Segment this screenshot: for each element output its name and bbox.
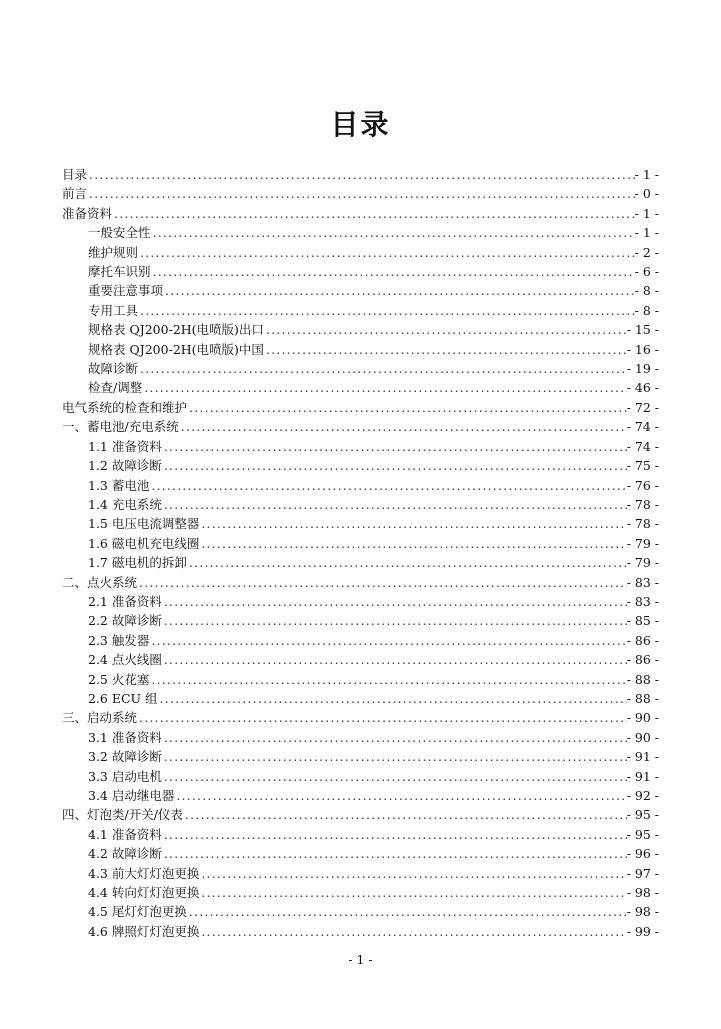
toc-entry-title: 2.1 准备资料 (88, 593, 162, 609)
toc-entry-page: - 0 - (634, 186, 659, 202)
toc-leader-dots (162, 456, 627, 475)
toc-entry[interactable] (62, 689, 659, 708)
toc-entry-page: - 75 - (626, 458, 659, 474)
toc-leader-dots (162, 825, 627, 844)
toc-entry-title: 1.3 蓄电池 (88, 477, 150, 493)
toc-entry-title: 1.1 准备资料 (88, 438, 162, 454)
toc-entry-title: 电气系统的检查和维护 (62, 399, 188, 415)
toc-leader-dots (137, 573, 627, 592)
toc-leader-dots (162, 495, 627, 514)
toc-entry[interactable] (62, 922, 659, 941)
toc-entry-page: - 74 - (626, 438, 659, 454)
toc-entry-title: 2.6 ECU 组 (88, 690, 158, 706)
toc-entry-title: 前言 (62, 186, 88, 202)
toc-entry[interactable] (62, 902, 659, 921)
toc-entry[interactable] (62, 767, 659, 786)
toc-entry-page: - 74 - (626, 419, 659, 435)
toc-entry-page: - 2 - (634, 244, 659, 260)
toc-entry-page: - 88 - (626, 690, 659, 706)
toc-leader-dots (137, 708, 627, 727)
toc-entry[interactable] (62, 747, 659, 766)
toc-entry-page: - 90 - (626, 710, 659, 726)
toc-entry-title: 3.2 故障诊断 (88, 749, 162, 765)
toc-leader-dots (264, 340, 627, 359)
toc-entry-title: 2.2 故障诊断 (88, 613, 162, 629)
toc-leader-dots (199, 864, 626, 883)
toc-leader-dots (199, 534, 626, 553)
toc-leader-dots (199, 514, 626, 533)
toc-entry[interactable] (62, 223, 659, 242)
toc-entry-title: 摩托车识别 (88, 264, 151, 280)
toc-entry[interactable] (62, 243, 659, 262)
toc-entry-page: - 1 - (634, 225, 659, 241)
toc-leader-dots (149, 631, 626, 650)
toc-entry-title: 二、点火系统 (62, 574, 138, 590)
toc-leader-dots (138, 301, 635, 320)
toc-entry-title: 一、蓄电池/充电系统 (62, 419, 179, 435)
toc-entry[interactable] (62, 553, 659, 572)
toc-leader-dots (162, 437, 627, 456)
toc-entry[interactable] (62, 534, 659, 553)
toc-entry-title: 一般安全性 (88, 225, 151, 241)
toc-leader-dots (138, 243, 635, 262)
toc-entry[interactable] (62, 301, 659, 320)
toc-entry-page: - 6 - (634, 264, 659, 280)
toc-entry-title: 2.3 触发器 (88, 632, 150, 648)
toc-leader-dots (174, 786, 626, 805)
toc-entry-title: 4.6 牌照灯灯泡更换 (88, 923, 200, 939)
toc-leader-dots (162, 611, 627, 630)
toc-entry-title: 4.3 前大灯灯泡更换 (88, 865, 200, 881)
toc-entry[interactable] (62, 456, 659, 475)
toc-entry-title: 专用工具 (88, 302, 139, 318)
toc-entry-title: 1.4 充电系统 (88, 496, 162, 512)
toc-entry-page: - 86 - (626, 652, 659, 668)
toc-leader-dots (264, 320, 627, 339)
toc-entry-title: 1.5 电压电流调整器 (88, 516, 200, 532)
toc-entry-title: 目录 (62, 167, 88, 182)
toc-entry[interactable] (62, 437, 659, 456)
toc-leader-dots (162, 844, 627, 863)
toc-leader-dots (158, 689, 627, 708)
toc-entry-page: - 76 - (626, 477, 659, 493)
toc-leader-dots (199, 922, 626, 941)
toc-leader-dots (162, 650, 627, 669)
toc-entry-title: 准备资料 (62, 205, 113, 221)
toc-entry-page: - 15 - (626, 322, 659, 338)
table-of-contents (62, 165, 659, 941)
toc-leader-dots (199, 883, 626, 902)
toc-leader-dots (87, 184, 635, 203)
toc-leader-dots (163, 281, 635, 300)
toc-entry[interactable] (62, 184, 659, 203)
toc-entry-page: - 46 - (626, 380, 659, 396)
toc-entry-page: - 16 - (626, 341, 659, 357)
toc-leader-dots (179, 417, 627, 436)
toc-entry-page: - 19 - (626, 361, 659, 377)
toc-entry-page: - 8 - (634, 283, 659, 299)
toc-entry-title: 4.5 尾灯灯泡更换 (88, 904, 187, 920)
toc-entry-page: - 1 - (634, 167, 659, 182)
toc-entry-title: 4.1 准备资料 (88, 826, 162, 842)
toc-entry-page: - 8 - (634, 302, 659, 318)
toc-entry-title: 规格表 QJ200-2H(电喷版)中国 (88, 341, 264, 357)
toc-entry-page: - 83 - (626, 574, 659, 590)
toc-leader-dots (162, 592, 627, 611)
toc-leader-dots (149, 476, 626, 495)
toc-entry[interactable] (62, 864, 659, 883)
toc-entry-title: 4.4 转向灯灯泡更换 (88, 885, 200, 901)
toc-entry[interactable] (62, 281, 659, 300)
toc-entry-title: 2.5 火花塞 (88, 671, 150, 687)
toc-entry-title: 三、启动系统 (62, 710, 138, 726)
toc-leader-dots (162, 767, 627, 786)
toc-entry[interactable] (62, 805, 659, 824)
toc-entry-title: 3.3 启动电机 (88, 768, 162, 784)
toc-entry-title: 故障诊断 (88, 361, 139, 377)
toc-leader-dots (187, 902, 627, 921)
toc-entry-page: - 95 - (626, 826, 659, 842)
toc-entry-page: - 92 - (626, 788, 659, 803)
toc-entry[interactable] (62, 262, 659, 281)
page-title: 目录 (330, 108, 391, 141)
toc-entry-page: - 1 - (634, 205, 659, 221)
toc-leader-dots (187, 398, 627, 417)
toc-entry[interactable] (62, 476, 659, 495)
toc-entry-page: - 91 - (626, 749, 659, 765)
toc-entry[interactable] (62, 708, 659, 727)
page-number-footer: - 1 - (348, 952, 373, 967)
toc-entry[interactable] (62, 592, 659, 611)
toc-entry[interactable] (62, 495, 659, 514)
toc-entry-title: 4.2 故障诊断 (88, 846, 162, 862)
toc-entry[interactable] (62, 728, 659, 747)
toc-entry-title: 1.2 故障诊断 (88, 458, 162, 474)
toc-leader-dots (112, 204, 635, 223)
toc-entry-page: - 83 - (626, 593, 659, 609)
toc-entry-page: - 91 - (626, 768, 659, 784)
toc-leader-dots (183, 805, 627, 824)
toc-entry-page: - 96 - (626, 846, 659, 862)
toc-entry-page: - 85 - (626, 613, 659, 629)
toc-entry[interactable] (62, 165, 659, 184)
toc-entry-page: - 86 - (626, 632, 659, 648)
toc-entry-page: - 79 - (626, 555, 659, 571)
toc-entry-title: 1.7 磁电机的拆卸 (88, 555, 187, 571)
toc-entry[interactable] (62, 883, 659, 902)
toc-entry-title: 3.1 准备资料 (88, 729, 162, 745)
toc-entry[interactable] (62, 611, 659, 630)
toc-entry-page: - 98 - (626, 904, 659, 920)
toc-leader-dots (142, 378, 626, 397)
toc-leader-dots (149, 670, 626, 689)
toc-entry[interactable] (62, 573, 659, 592)
toc-entry-page: - 98 - (626, 885, 659, 901)
toc-entry-page: - 97 - (626, 865, 659, 881)
toc-entry-page: - 90 - (626, 729, 659, 745)
toc-entry-title: 检查/调整 (88, 380, 143, 396)
toc-entry[interactable] (62, 417, 659, 436)
toc-entry[interactable] (62, 514, 659, 533)
toc-entry[interactable] (62, 398, 659, 417)
toc-entry[interactable] (62, 204, 659, 223)
toc-entry[interactable] (62, 844, 659, 863)
toc-entry-page: - 78 - (626, 516, 659, 532)
toc-entry-page: - 95 - (626, 807, 659, 823)
toc-entry[interactable] (62, 786, 659, 805)
toc-leader-dots (187, 553, 627, 572)
toc-entry[interactable] (62, 359, 659, 378)
toc-leader-dots (151, 223, 635, 242)
toc-entry-page: - 99 - (626, 923, 659, 939)
toc-entry-page: - 79 - (626, 535, 659, 551)
toc-entry-page: - 88 - (626, 671, 659, 687)
toc-entry-title: 重要注意事项 (88, 283, 164, 299)
toc-entry[interactable] (62, 320, 659, 339)
toc-entry[interactable] (62, 631, 659, 650)
toc-entry[interactable] (62, 378, 659, 397)
toc-entry-title: 四、灯泡类/开关/仪表 (62, 807, 183, 823)
toc-entry-title: 维护规则 (88, 244, 139, 260)
toc-entry[interactable] (62, 650, 659, 669)
toc-leader-dots (138, 359, 627, 378)
toc-entry[interactable] (62, 340, 659, 359)
toc-entry[interactable] (62, 825, 659, 844)
toc-entry-title: 规格表 QJ200-2H(电喷版)出口 (88, 322, 264, 338)
toc-entry[interactable] (62, 670, 659, 689)
toc-entry-title: 2.4 点火线圈 (88, 652, 162, 668)
toc-entry-page: - 72 - (626, 399, 659, 415)
toc-entry-title: 1.6 磁电机充电线圈 (88, 535, 200, 551)
toc-leader-dots (162, 747, 627, 766)
toc-entry-title: 3.4 启动继电器 (88, 788, 175, 803)
toc-entry-page: - 78 - (626, 496, 659, 512)
toc-leader-dots (151, 262, 635, 281)
toc-leader-dots (162, 728, 627, 747)
toc-leader-dots (87, 165, 635, 184)
